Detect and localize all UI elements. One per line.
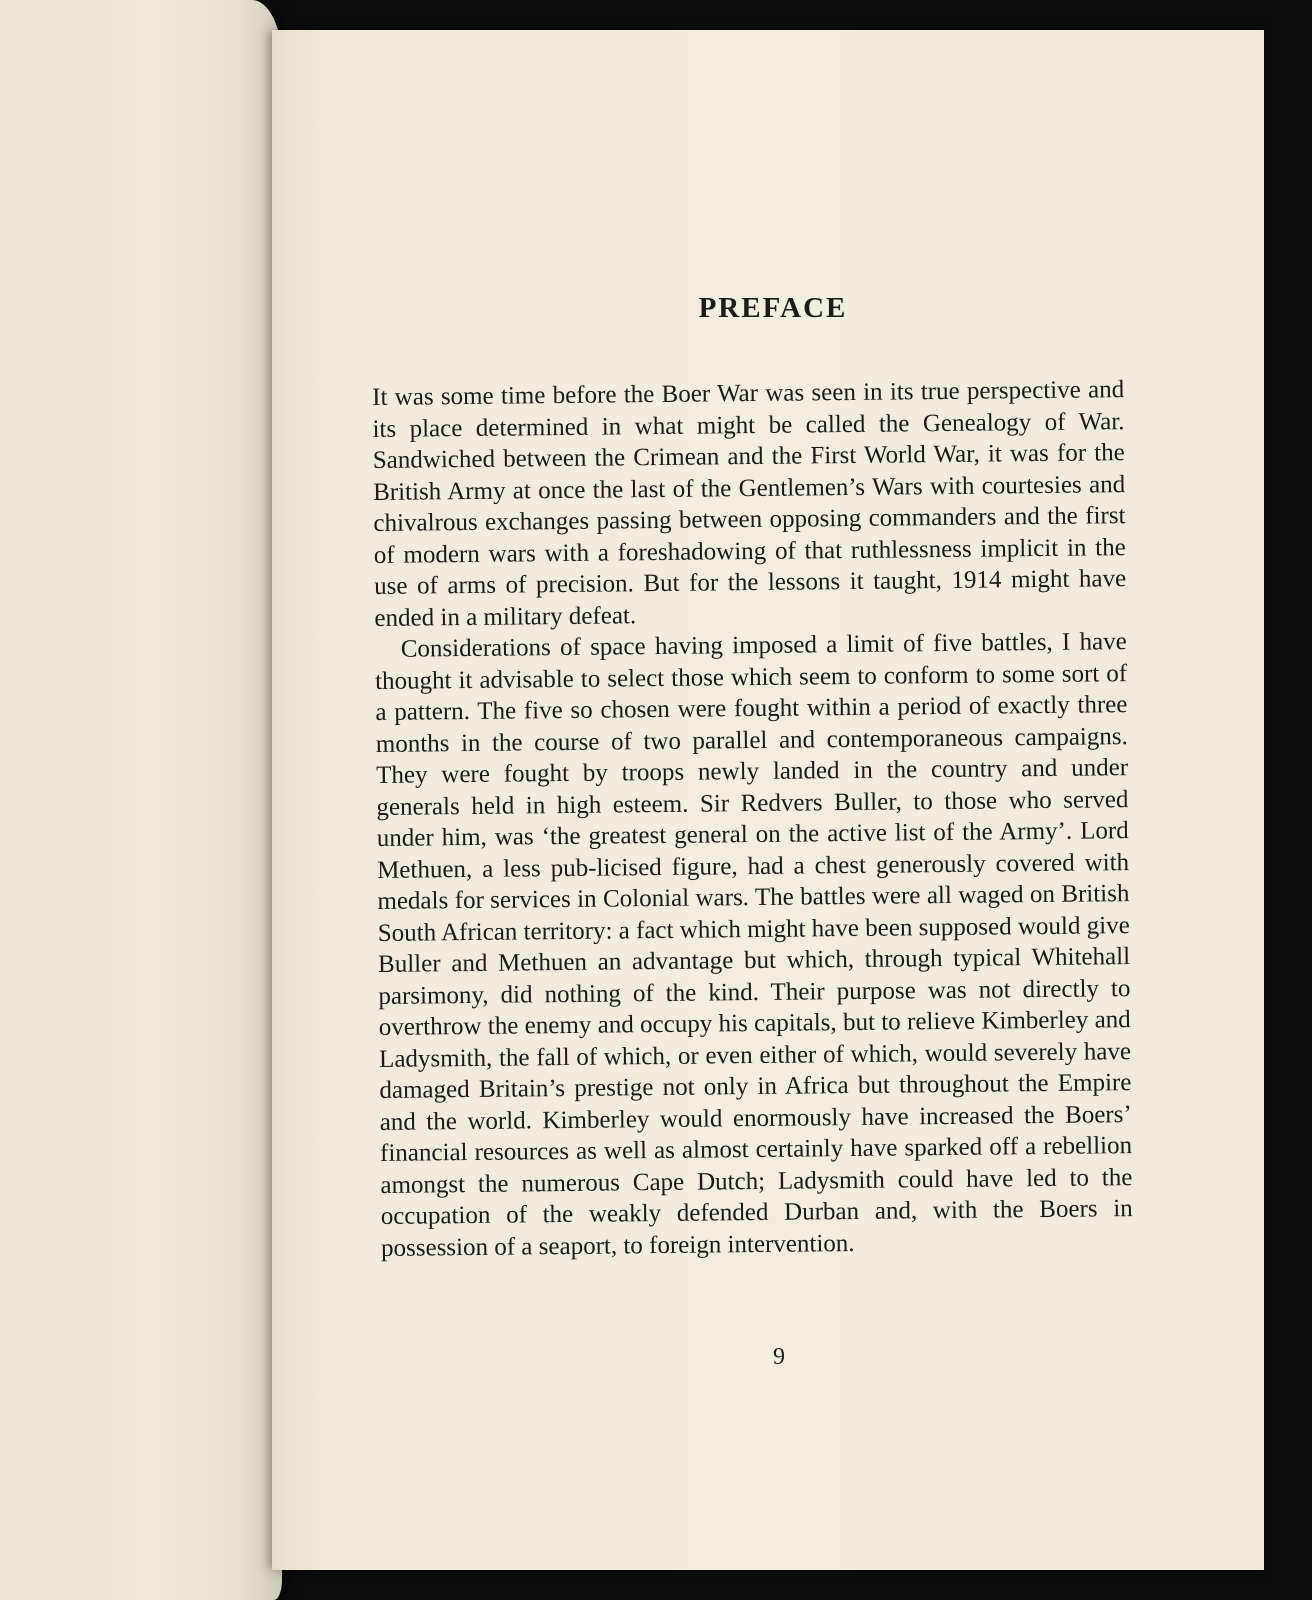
- body-text: [372, 374, 1133, 1264]
- left-page: [0, 0, 282, 1600]
- paragraph-1: It was some time before the Boer War was seen in its true perspective and its place determined in what might be called the Genealogy of War. Sandwiched between the Crimean and the First World War, it was for the British Army at once the last of the Gentlemen’s Wars with courtesies and chivalrous exchanges passing between opposing commanders and the first of modern wars with a foreshadowing of that ruthlessness implicit in the use of arms of precision. But for the lessons it taught, 1914 might have ended in a military defeat.: [372, 376, 1127, 632]
- page-title: PREFACE: [698, 292, 848, 324]
- paragraph-2: Considerations of space having imposed a limit of five battles, I have thought it advisable to select those which seem to conform to some sort of a pattern. The five so chosen were fought within a period of exactly three months in the course of two parallel and contemporaneous campaigns. They were fought by troops newly landed in the country and under generals held in high esteem. Sir Redvers Buller, to those who served under him, was ‘the greatest general on the active list of the Army’. Lord Methuen, a less pub-licised figure, had a chest generously covered with medals for services in Colonial wars. The battles were all waged on British South African territory: a fact which might have been supposed would give Buller and Methuen an advantage but which, through typical Whitehall parsimony, did nothing of the kind. Their purpose was not directly to overthrow the enemy and occupy his capitals, but to relieve Kimberley and Ladysmith, the fall of which, or even either of which, would severely have damaged Britain’s prestige not only in Africa but throughout the Empire and the world. Kimberley would enormously have increased the Boers’ financial resources as well as almost certainly have sparked off a rebellion amongst the numerous Cape Dutch; Ladysmith could have led to the occupation of the weakly defended Durban and, with the Boers in possession of a seaport, to foreign intervention.: [374, 628, 1133, 1262]
- right-page: [272, 30, 1264, 1570]
- page-number: 9: [773, 1344, 785, 1370]
